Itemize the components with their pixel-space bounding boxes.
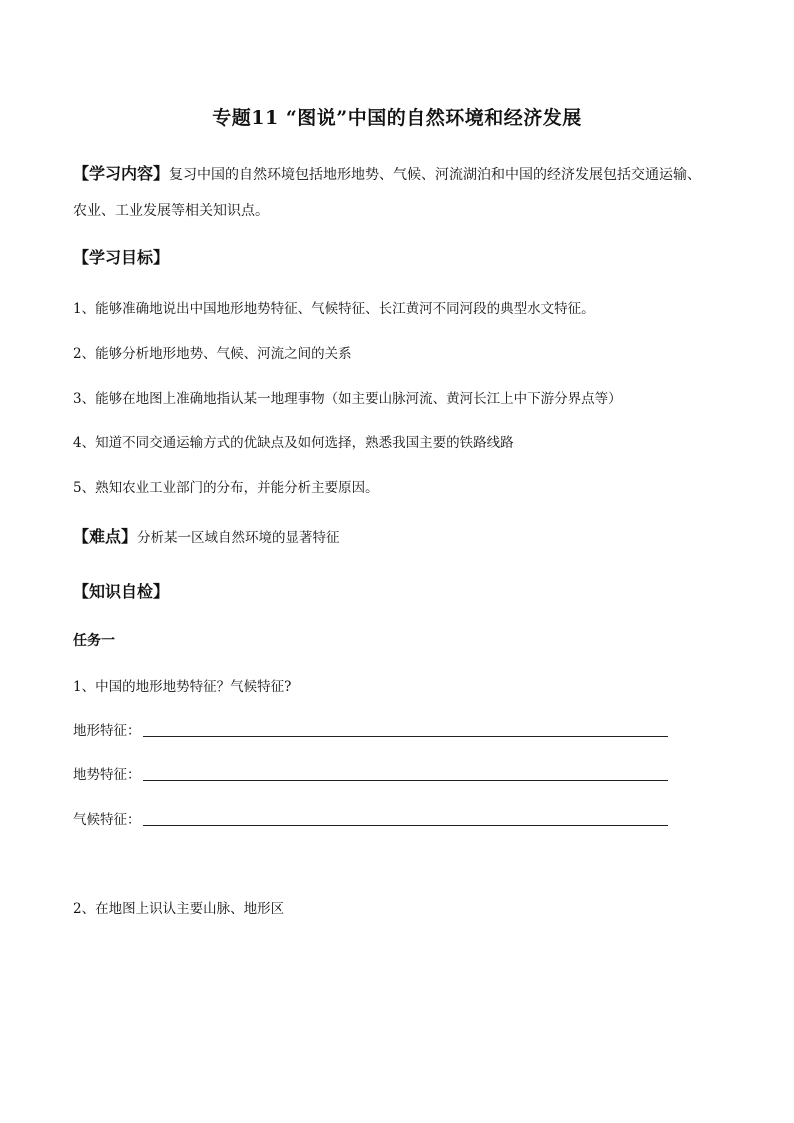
- question-1: 1、中国的地形地势特征？气候特征?: [73, 679, 292, 695]
- climate-answer-line[interactable]: [143, 825, 668, 826]
- study-content-paragraph: [73, 156, 723, 229]
- climate-field-row: [73, 808, 673, 830]
- difficulty-text: 分析某一区域自然环境的显著特征: [137, 530, 340, 546]
- goal-item-2: 2、能够分析地形地势、气候、河流之间的关系: [73, 346, 352, 362]
- climate-field-label: 气候特征：: [73, 812, 141, 828]
- task-title: 任务一: [73, 633, 115, 649]
- study-content-label: 【学习内容】: [73, 164, 170, 183]
- terrain-field-row: [73, 719, 673, 741]
- elevation-field-row: [73, 763, 673, 785]
- terrain-field-label: 地形特征：: [73, 723, 141, 739]
- self-check-heading: 【知识自检】: [73, 582, 170, 601]
- elevation-answer-line[interactable]: [143, 780, 668, 781]
- goal-item-4: 4、知道不同交通运输方式的优缺点及如何选择，熟悉我国主要的铁路线路: [73, 435, 514, 451]
- study-goals-heading: 【学习目标】: [73, 248, 170, 267]
- goal-item-3: 3、能够在地图上准确地指认某一地理事物（如主要山脉河流、黄河长江上中下游分界点等）: [73, 391, 622, 407]
- terrain-answer-line[interactable]: [143, 736, 668, 737]
- study-content-line-2: 农业、工业发展等相关知识点。: [73, 203, 269, 219]
- study-content-text-1: 复习中国的自然环境包括地形地势、气候、河流湖泊和中国的经济发展包括交通运输、: [169, 167, 702, 183]
- elevation-field-label: 地势特征：: [73, 767, 141, 783]
- difficulty-label: 【难点】: [73, 527, 138, 546]
- difficulty-line: [73, 524, 794, 547]
- page-title: 专题11 “图说”中国的自然环境和经济发展: [212, 107, 582, 129]
- goal-item-5: 5、熟知农业工业部门的分布，并能分析主要原因。: [73, 480, 379, 496]
- study-content-line-1: [73, 156, 723, 193]
- goal-item-1: 1、能够准确地说出中国地形地势特征、气候特征、长江黄河不同河段的典型水文特征。: [73, 301, 595, 317]
- question-2: 2、在地图上识认主要山脉、地形区: [73, 901, 285, 917]
